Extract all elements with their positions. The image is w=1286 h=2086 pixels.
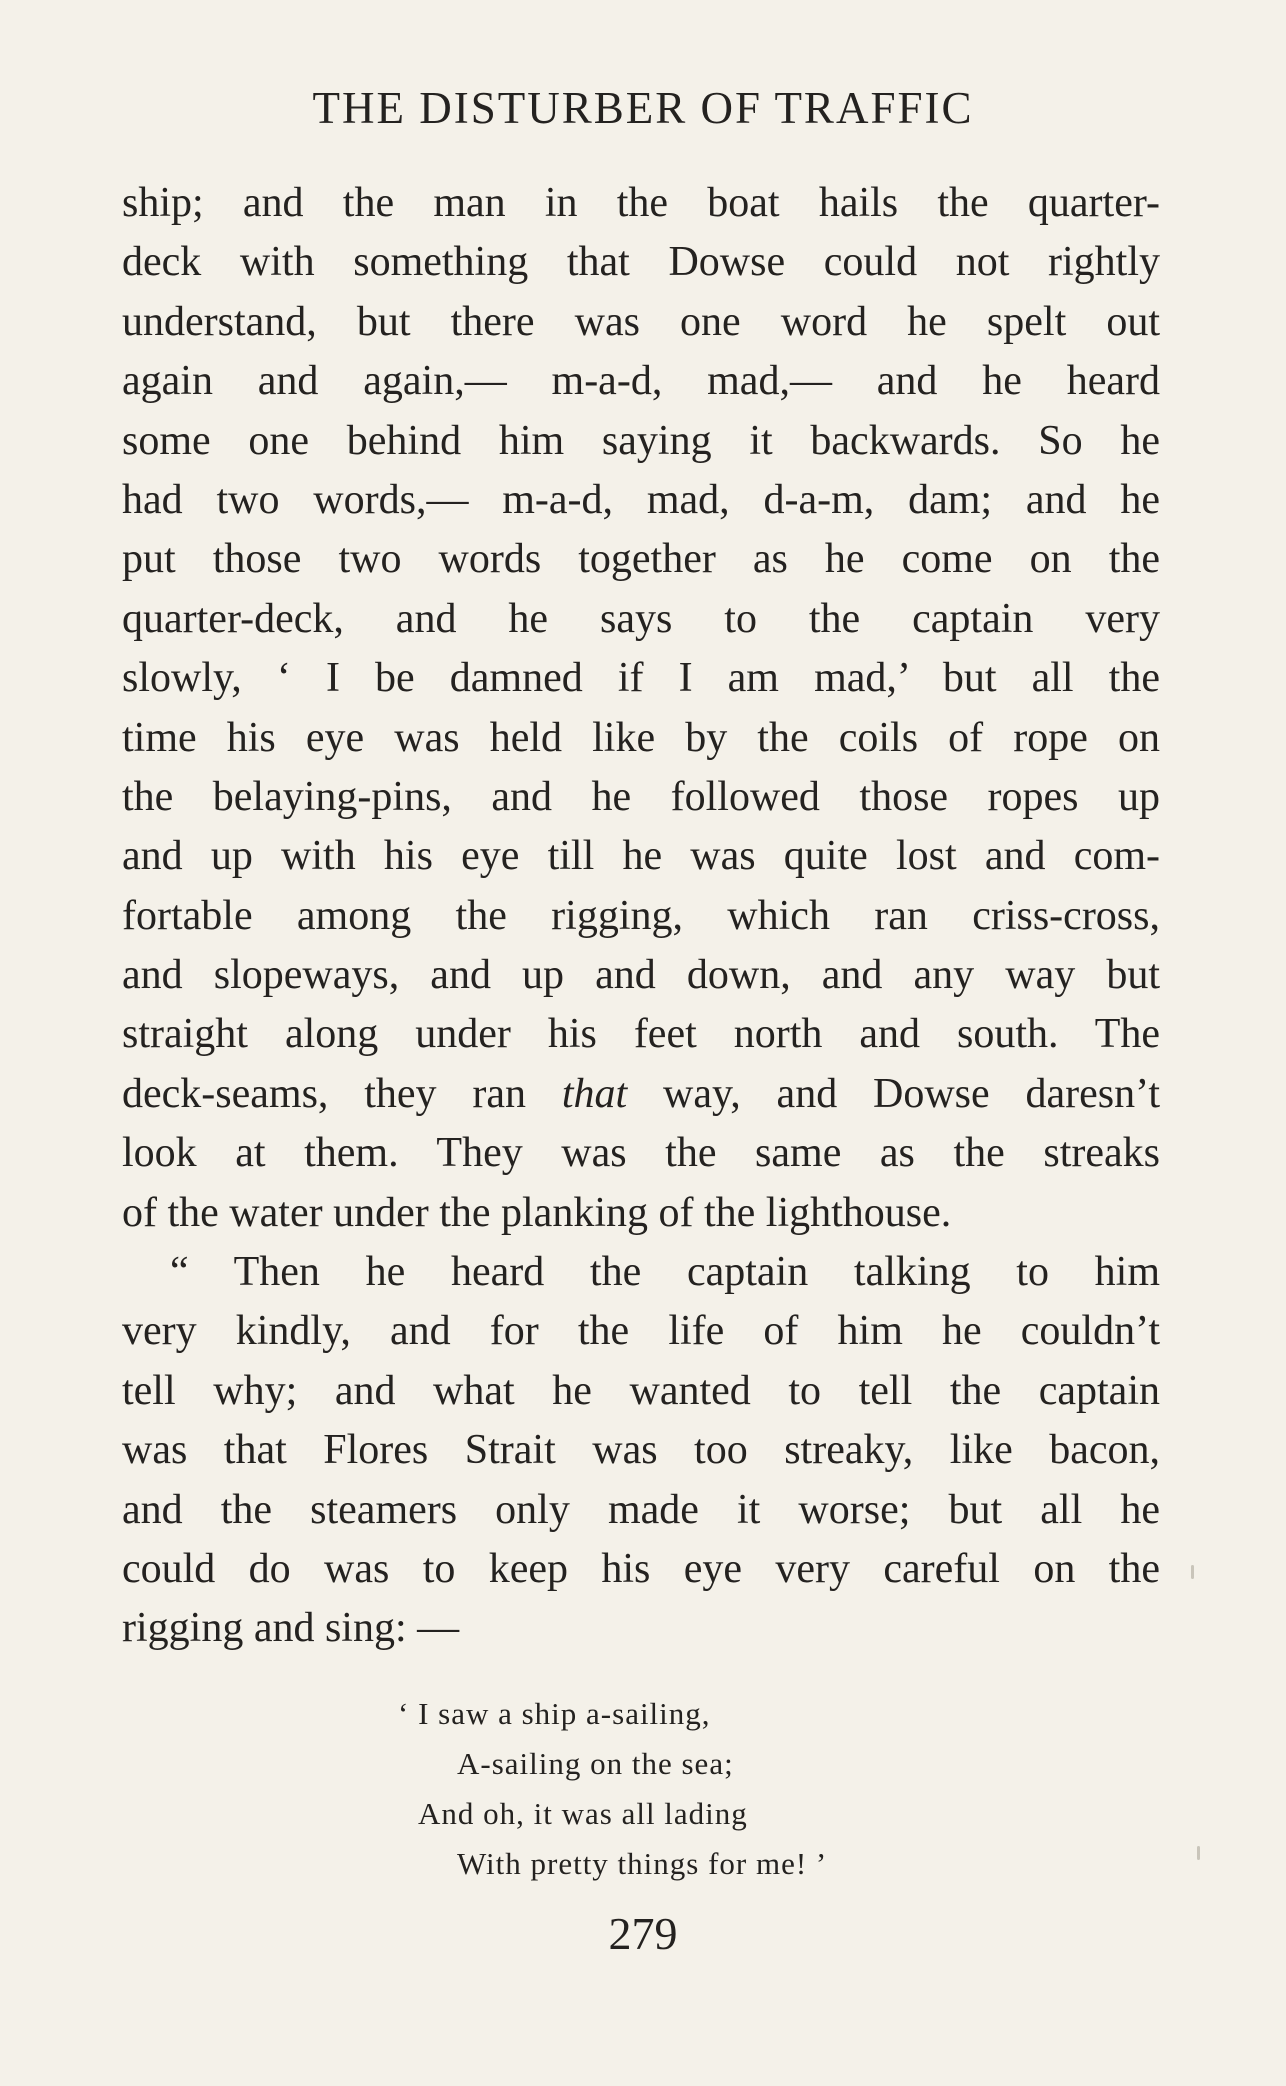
text-segment: way, and Dowse daresn’t (627, 1070, 1161, 1117)
text-line: quarter-deck, and he says to the captain very (122, 595, 1160, 642)
text-line: very kindly, and for the life of him he couldn’t (122, 1308, 1160, 1355)
text-line: understand, but there was one word he spelt out (122, 298, 1160, 345)
poem-line: With pretty things for me! ’ (457, 1846, 828, 1881)
text-line: rigging and sing: — (122, 1605, 460, 1652)
body-text (122, 174, 1160, 1659)
text-line: some one behind him saying it backwards. So he (122, 417, 1160, 464)
text-line-with-emphasis (122, 1065, 1160, 1124)
text-line: and the steamers only made it worse; but all he (122, 1486, 1160, 1533)
text-line: tell why; and what he wanted to tell the captain (122, 1367, 1160, 1414)
text-line: put those two words together as he come on the (122, 536, 1160, 583)
text-line: was that Flores Strait was too streaky, like bacon, (122, 1427, 1160, 1474)
text-line: and up with his eye till he was quite lost and com- (122, 833, 1160, 880)
text-segment: deck-seams, they ran (122, 1070, 562, 1117)
paper-speck (1197, 1846, 1200, 1860)
text-line: had two words,— m-a-d, mad, d-a-m, dam; and he (122, 476, 1160, 523)
running-head: THE DISTURBER OF TRAFFIC (312, 83, 974, 133)
text-line: slowly, ‘ I be damned if I am mad,’ but all the (122, 655, 1160, 702)
text-line: the belaying-pins, and he followed those ropes up (122, 773, 1160, 820)
poem-line: ‘ I saw a ship a-sailing, (398, 1696, 711, 1731)
text-line: time his eye was held like by the coils of rope on (122, 714, 1160, 761)
text-line: of the water under the planking of the lighthouse. (122, 1189, 952, 1236)
text-line: look at them. They was the same as the streaks (122, 1130, 1160, 1177)
text-line: ship; and the man in the boat hails the quarter- (122, 180, 1160, 226)
text-line: and slopeways, and up and down, and any way but (122, 952, 1160, 999)
page-number: 279 (608, 1908, 678, 1959)
poem-line: And oh, it was all lading (418, 1796, 748, 1831)
text-line: again and again,— m-a-d, mad,— and he heard (122, 358, 1160, 405)
poem-line: A-sailing on the sea; (457, 1746, 734, 1781)
text-line: straight along under his feet north and south. The (122, 1011, 1160, 1058)
text-line: deck with something that Dowse could not rightly (122, 239, 1160, 286)
emphasized-word: that (561, 1070, 628, 1117)
paper-speck (1191, 1565, 1194, 1579)
text-line: could do was to keep his eye very careful on the (122, 1545, 1160, 1592)
text-line: fortable among the rigging, which ran criss-cross, (122, 892, 1160, 939)
text-line: “ Then he heard the captain talking to him (170, 1249, 1160, 1296)
